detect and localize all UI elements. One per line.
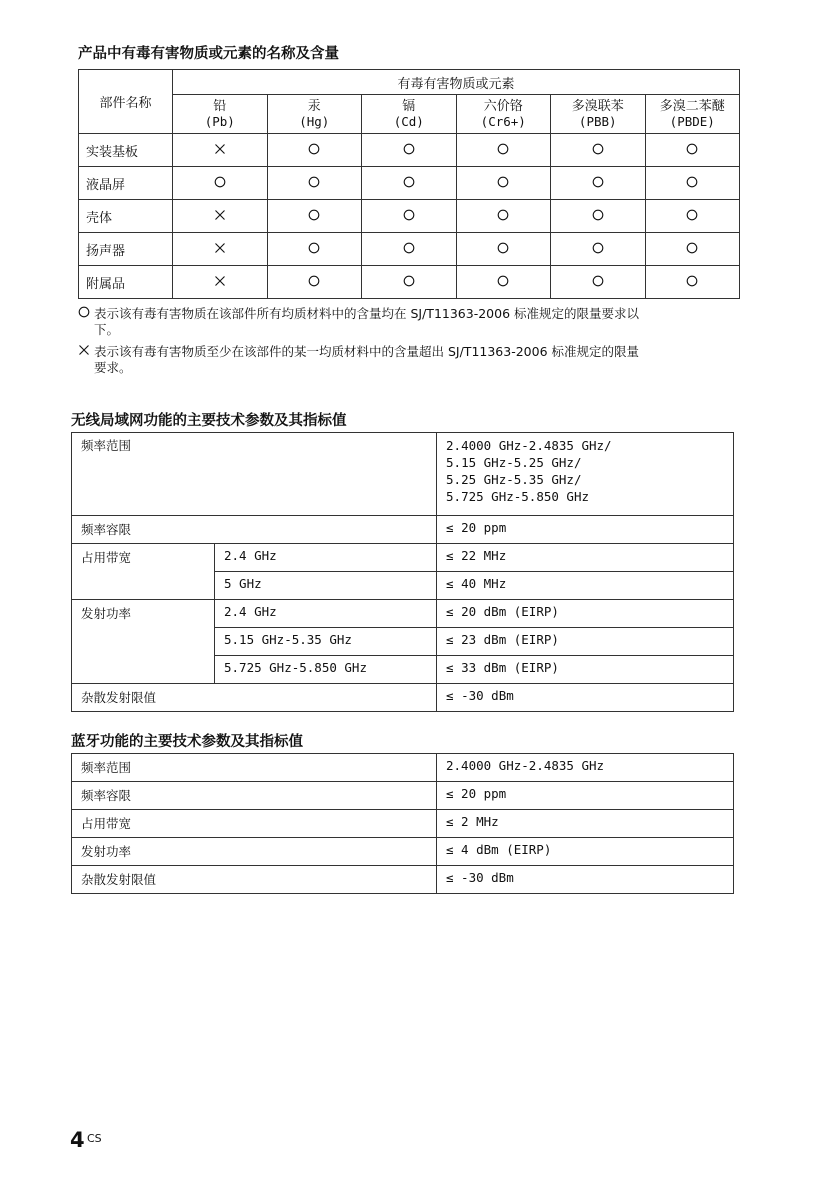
note-cross-line2: 要求。 [94,360,132,375]
substance-name: 六价铬 [483,99,523,114]
cross-mark-icon [214,209,226,221]
mark-cell [173,233,268,266]
wlan-bandwidth-value: ≤ 22 MHz [437,544,734,572]
circle-mark-icon [497,275,509,287]
bt-param-label: 频率容限 [72,782,437,810]
mark-cell [267,134,362,167]
part-name: 扬声器 [79,233,173,266]
note-cross-line1: 表示该有毒有害物质至少在该部件的某一均质材料中的含量超出 SJ/T11363-2006 标准规定的限量 [94,344,640,359]
mark-cell [267,200,362,233]
wlan-spec-table [71,432,734,712]
bt-param-value: ≤ 4 dBm (EIRP) [437,838,734,866]
part-name: 液晶屏 [79,167,173,200]
mark-cell [645,233,740,266]
table-row [72,754,734,782]
hazardous-title: 产品中有毒有害物质或元素的名称及含量 [78,46,339,62]
bt-param-value: ≤ -30 dBm [437,866,734,894]
mark-cell [362,134,457,167]
wlan-freq-range-line: 5.725 GHz-5.850 GHz [446,489,590,504]
wlan-power-band: 5.15 GHz-5.35 GHz [215,628,437,656]
mark-cell [551,167,646,200]
note-circle-line2: 下。 [94,322,120,337]
part-name: 实装基板 [79,134,173,167]
substance-symbol: (Cr6+) [480,114,526,129]
wlan-power-value: ≤ 20 dBm (EIRP) [437,600,734,628]
table-row [79,167,740,200]
substance-name: 多溴二苯醚 [659,99,725,114]
circle-mark-icon [497,176,509,188]
wlan-freq-range-line: 5.25 GHz-5.35 GHz/ [446,472,582,487]
circle-mark-icon [497,143,509,155]
substance-name: 镉 [402,99,416,114]
circle-mark-icon [686,275,698,287]
substance-symbol: (Pb) [204,114,235,129]
bt-param-label: 占用带宽 [72,810,437,838]
circle-mark-icon [78,306,90,318]
table-row [79,266,740,299]
wlan-freq-range-value [437,433,734,516]
circle-mark-icon [592,209,604,221]
wlan-freq-range-label: 频率范围 [72,433,437,516]
hazardous-substances-table [78,69,740,299]
table-row [72,782,734,810]
circle-mark-icon [403,275,415,287]
mark-cell [173,266,268,299]
circle-mark-icon [686,242,698,254]
substance-header [267,95,362,134]
wlan-freq-range-line: 2.4000 GHz-2.4835 GHz/ [446,438,612,453]
wlan-bandwidth-band: 2.4 GHz [215,544,437,572]
circle-mark-icon [403,143,415,155]
substance-symbol: (Cd) [393,114,424,129]
mark-cell [645,134,740,167]
mark-cell [645,200,740,233]
circle-mark-icon [592,275,604,287]
bluetooth-spec-table [71,753,734,894]
circle-mark-icon [403,176,415,188]
mark-cell [267,167,362,200]
mark-cell [456,233,551,266]
mark-cell [173,200,268,233]
mark-cell [362,200,457,233]
table-row [79,200,740,233]
substance-name: 多溴联苯 [571,99,624,114]
bt-param-value: ≤ 20 ppm [437,782,734,810]
mark-cell [267,233,362,266]
mark-cell [645,266,740,299]
mark-cell [456,266,551,299]
bt-param-label: 发射功率 [72,838,437,866]
substance-header [645,95,740,134]
substance-header [362,95,457,134]
bluetooth-title: 蓝牙功能的主要技术参数及其指标值 [71,734,303,750]
circle-mark-icon [686,176,698,188]
mark-cell [551,134,646,167]
wlan-bandwidth-value: ≤ 40 MHz [437,572,734,600]
table-row [79,233,740,266]
note-circle [78,306,744,338]
circle-mark-icon [403,209,415,221]
cross-mark-icon [214,143,226,155]
language-code: CS [87,1132,102,1145]
note-circle-line1: 表示该有毒有害物质在该部件所有均质材料中的含量均在 SJ/T11363-2006 标准规定的限量要求以 [94,306,640,321]
circle-mark-icon [592,242,604,254]
wlan-bandwidth-band: 5 GHz [215,572,437,600]
mark-cell [362,167,457,200]
wlan-power-value: ≤ 23 dBm (EIRP) [437,628,734,656]
wlan-freq-tol-label: 频率容限 [72,516,437,544]
substance-symbol: (PBB) [578,114,617,129]
mark-cell [551,233,646,266]
circle-mark-icon [592,143,604,155]
page-number: 4 [70,1128,85,1152]
bt-param-value: 2.4000 GHz-2.4835 GHz [437,754,734,782]
circle-mark-icon [308,242,320,254]
circle-mark-icon [308,209,320,221]
part-name: 附属品 [79,266,173,299]
substance-header [456,95,551,134]
cross-mark-icon [214,242,226,254]
wlan-power-band: 5.725 GHz-5.850 GHz [215,656,437,684]
wlan-bandwidth-label: 占用带宽 [72,544,215,600]
bt-param-label: 频率范围 [72,754,437,782]
wlan-spurious-label: 杂散发射限值 [72,684,437,712]
circle-mark-icon [308,143,320,155]
mark-cell [551,200,646,233]
mark-cell [362,233,457,266]
part-name: 壳体 [79,200,173,233]
circle-mark-icon [592,176,604,188]
wlan-power-label: 发射功率 [72,600,215,684]
substance-header [551,95,646,134]
table-row [72,838,734,866]
substance-group-header: 有毒有害物质或元素 [173,70,740,95]
substance-symbol: (PBDE) [669,114,715,129]
mark-cell [645,167,740,200]
circle-mark-icon [308,176,320,188]
mark-cell [267,266,362,299]
mark-cell [456,134,551,167]
mark-cell [173,134,268,167]
wlan-freq-range-line: 5.15 GHz-5.25 GHz/ [446,455,582,470]
part-name-header: 部件名称 [79,70,173,134]
circle-mark-icon [686,143,698,155]
cross-mark-icon [78,344,90,356]
substance-name: 汞 [307,99,321,114]
substance-name: 铅 [213,99,227,114]
wlan-power-band: 2.4 GHz [215,600,437,628]
mark-cell [551,266,646,299]
bt-param-label: 杂散发射限值 [72,866,437,894]
table-row [72,810,734,838]
circle-mark-icon [308,275,320,287]
mark-cell [456,200,551,233]
circle-mark-icon [497,242,509,254]
note-cross [78,344,744,376]
wlan-power-value: ≤ 33 dBm (EIRP) [437,656,734,684]
wlan-title: 无线局域网功能的主要技术参数及其指标值 [71,413,347,429]
circle-mark-icon [214,176,226,188]
table-row [72,866,734,894]
substance-symbol: (Hg) [299,114,330,129]
substance-header [173,95,268,134]
circle-mark-icon [403,242,415,254]
wlan-spurious-value: ≤ -30 dBm [437,684,734,712]
table-row [79,134,740,167]
cross-mark-icon [214,275,226,287]
mark-cell [173,167,268,200]
bt-param-value: ≤ 2 MHz [437,810,734,838]
mark-cell [362,266,457,299]
wlan-freq-tol-value: ≤ 20 ppm [437,516,734,544]
circle-mark-icon [497,209,509,221]
mark-cell [456,167,551,200]
circle-mark-icon [686,209,698,221]
